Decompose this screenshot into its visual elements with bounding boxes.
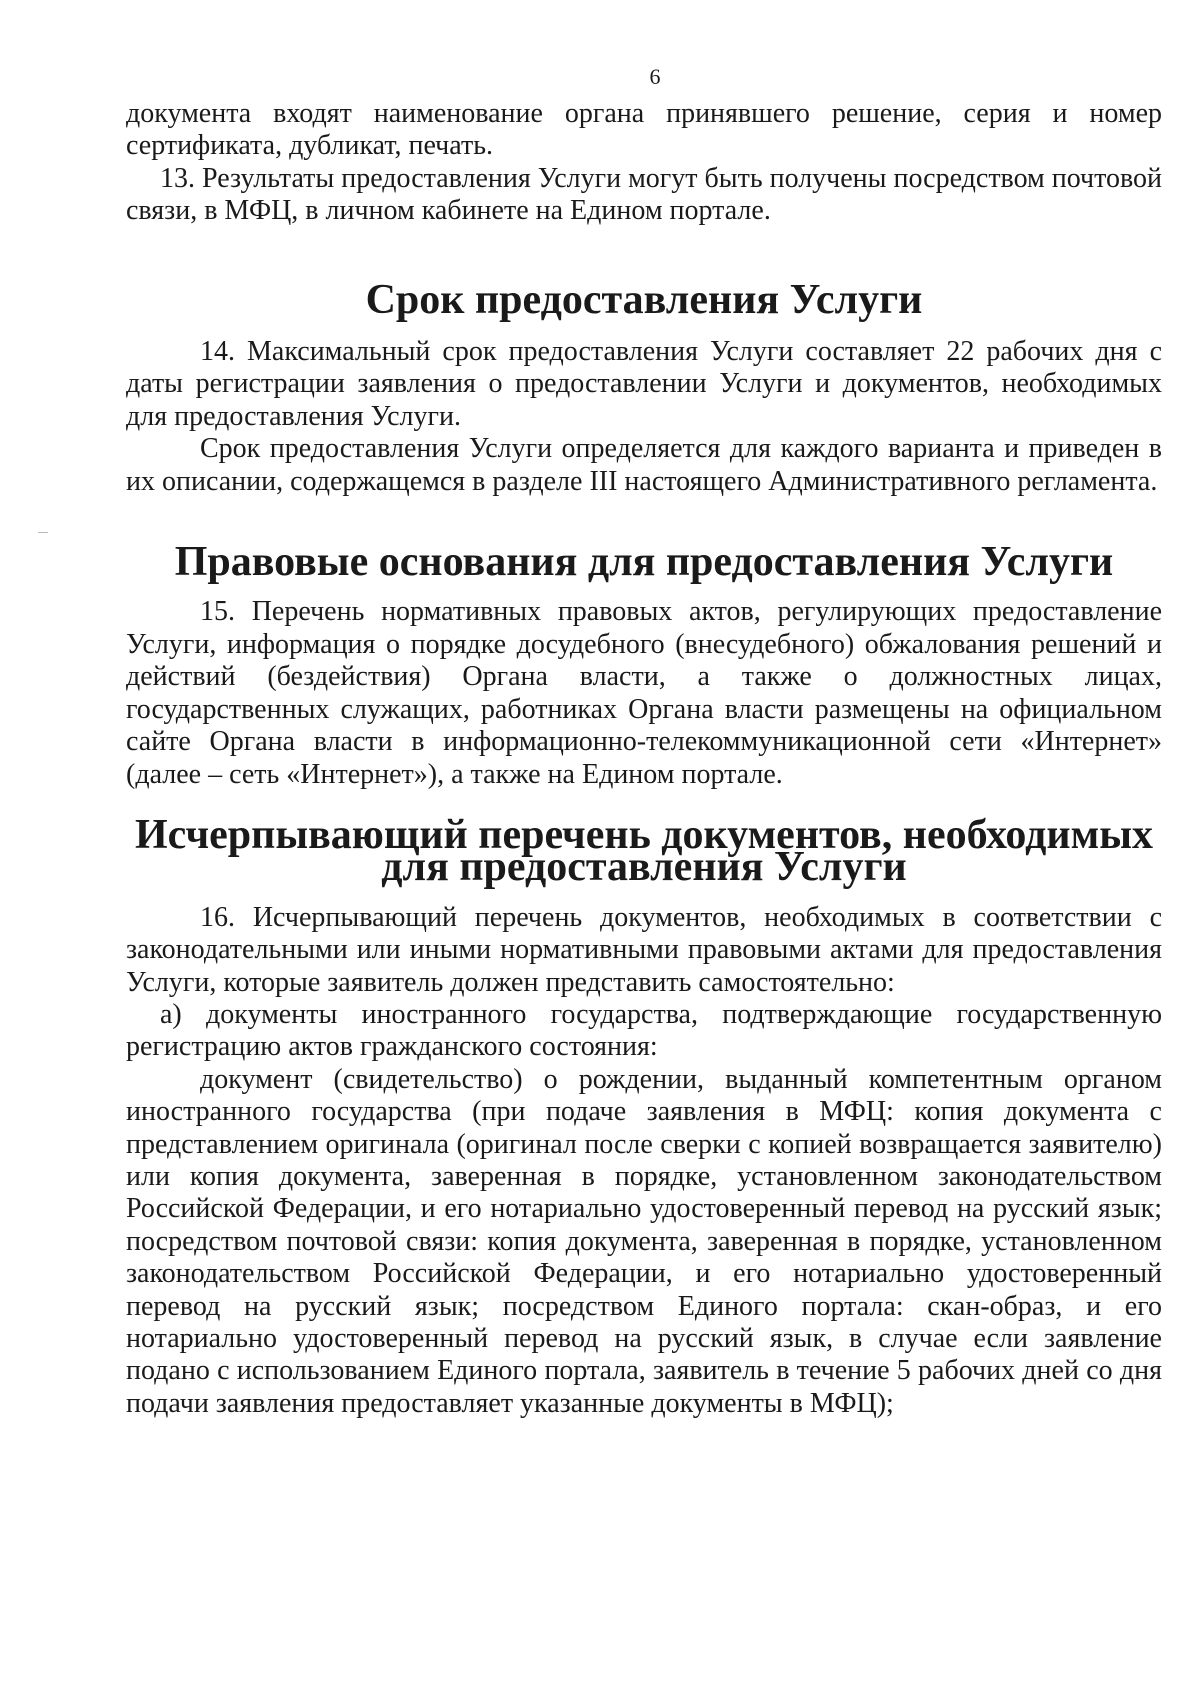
paragraph-13: 13. Результаты предоставления Услуги могут быть получены посредством почтовой связи, в МФЦ, в личном кабинете на Едином портале. [126, 162, 1162, 227]
paragraph-16: 16. Исчерпывающий перечень документов, необходимых в соответствии с законодательными или иными нормативными правовыми актами для предоставления Услуги, которые заявитель должен представить самостоятельно: [126, 901, 1162, 998]
heading-documents-list: Исчерпывающий перечень документов, необходимых для предоставления Услуги [134, 811, 1154, 891]
page-number: 6 [649, 64, 661, 89]
paragraph-continuation: документа входят наименование органа принявшего решение, серия и номер сертификата, дубликат, печать. [126, 98, 1162, 162]
paragraph-15: 15. Перечень нормативных правовых актов, регулирующих предоставление Услуги, информация о порядке досудебного (внесудебного) обжалования решений и действий (бездействия) Органа власти, а также о должностных лицах, государственных служащих, работниках Органа власти размещены на официальном сайте Органа власти в информационно-телекоммуникационной сети «Интернет» (далее – сеть «Интернет»), а также на Едином портале. [126, 596, 1162, 790]
paragraph-term-variants: Срок предоставления Услуги определяется для каждого варианта и приведен в их описании, содержащемся в разделе III настоящего Административного регламента. [126, 433, 1162, 497]
paragraph-birth-certificate: документ (свидетельство) о рождении, выданный компетентным органом иностранного государства (при подаче заявления в МФЦ: копия документа с представлением оригинала (оригинал после сверки с копией возвращается заявителю) или копия документа, заверенная в порядке, установленном законодательством Российской Федерации, и его нотариально удостоверенный перевод на русский язык; посредством почтовой связи: копия документа, заверенная в порядке, установленном законодательством Российской Федерации, и его нотариально удостоверенный перевод на русский язык; посредством Единого портала: скан-образ, и его нотариально удостоверенный перевод на русский язык, в случае если заявление подано с использованием Единого портала, заявитель в течение 5 рабочих дней со дня подачи заявления предоставляет указанные документы в МФЦ); [126, 1063, 1162, 1419]
paragraph-16-a: а) документы иностранного государства, подтверждающие государственную регистрацию актов гражданского состояния: [126, 998, 1162, 1063]
document-page [126, 64, 1162, 1420]
heading-legal-basis: Правовые основания для предоставления Услуги [174, 539, 1114, 586]
paragraph-14: 14. Максимальный срок предоставления Услуги составляет 22 рабочих дня с даты регистрации заявления о предоставлении Услуги и документов, необходимых для предоставления Услуги. [126, 336, 1162, 432]
margin-mark [38, 532, 48, 533]
heading-service-term: Срок предоставления Услуги [365, 276, 923, 323]
